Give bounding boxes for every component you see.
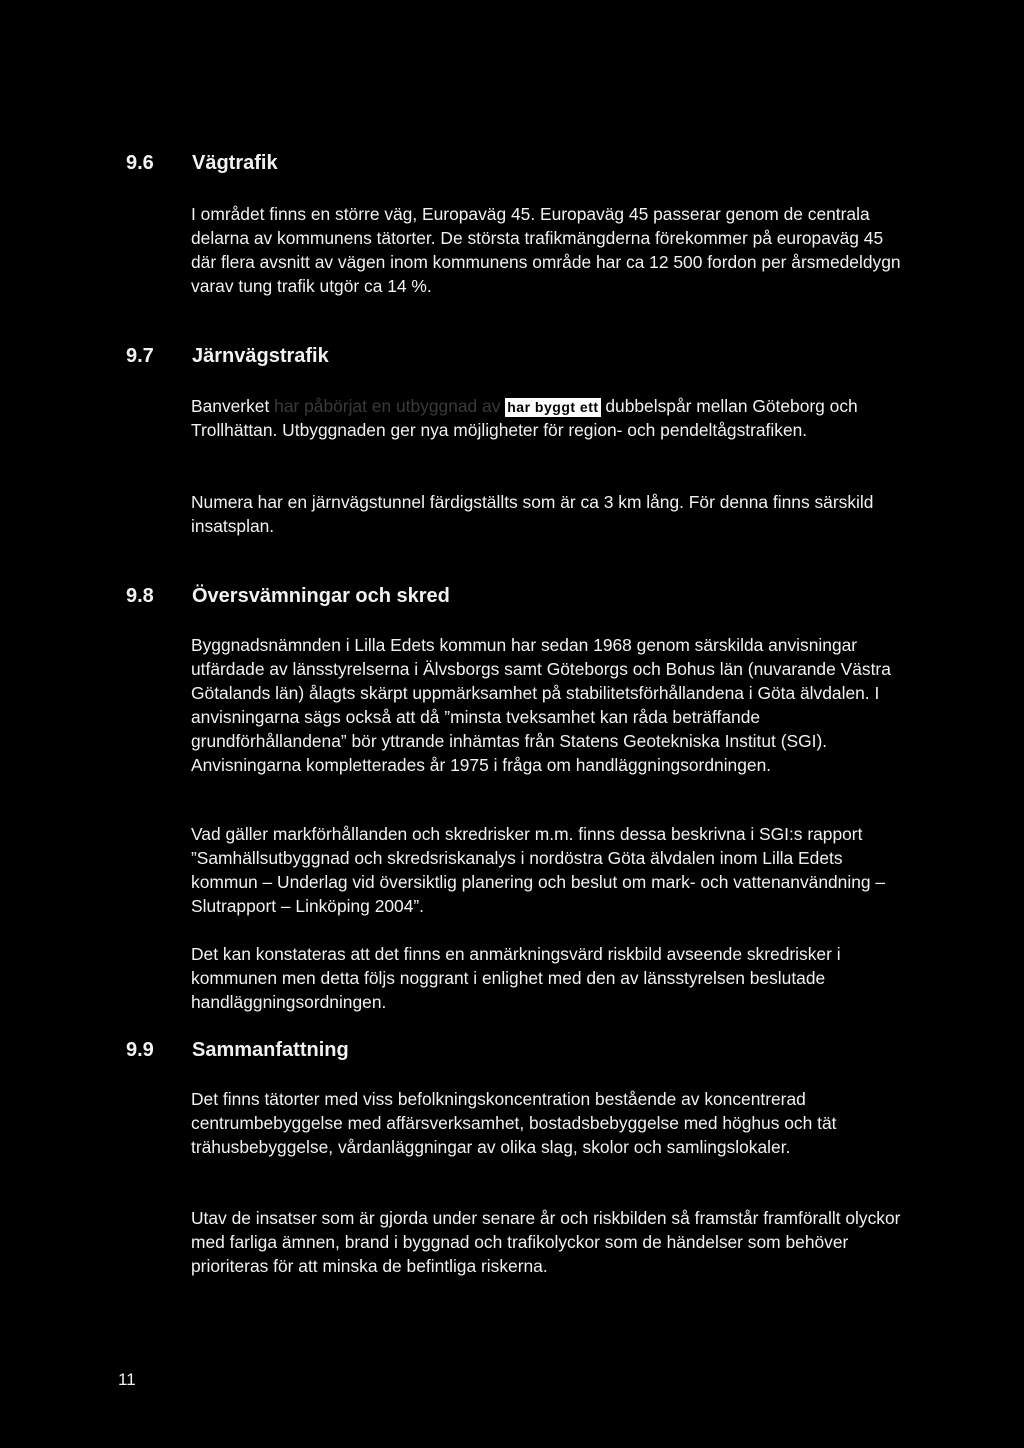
section-title: Översvämningar och skred — [192, 585, 450, 607]
section-title: Järnvägstrafik — [192, 345, 329, 367]
section-number: 9.7 — [126, 345, 154, 367]
paragraph: Vad gäller markförhållanden och skredrisker m.m. finns dessa beskrivna i SGI:s rapport ”Samhällsutbyggnad och skredsriskanalys i nordöstra Göta älvdalen inom Lilla Edets kommun – Underlag vid översiktlig planering och beslut om mark- och vattenanvändning – Slutrapport – Linköping 2004”. — [191, 824, 886, 916]
section-title: Vägtrafik — [192, 152, 278, 174]
text-end: dubbelspår mellan Göteborg och Trollhättan. Utbyggnaden ger nya möjligheter för region- och pendeltågstrafiken. — [191, 396, 858, 440]
overlay-text: har byggt ett — [507, 399, 599, 415]
paragraph: I området finns en större väg, Europaväg 45. Europaväg 45 passerar genom de centrala delarna av kommunens tätorter. De största trafikmängderna förekommer på europaväg 45 där flera avsnitt av vägen inom kommunens område har ca 12 500 fordon per årsmedeldygn varav tung trafik utgör ca 14 %. — [191, 204, 901, 296]
struck-text: har påbörjat en utbyggnad av — [274, 396, 501, 416]
section-number: 9.9 — [126, 1039, 154, 1061]
section-heading-9-7 — [126, 341, 329, 371]
text-start: Banverket — [191, 396, 270, 416]
paragraph: Det finns tätorter med viss befolkningskoncentration bestående av koncentrerad centrumbebyggelse med affärsverksamhet, bostadsbebyggelse med höghus och tät trähusbebyggelse, vårdanläggningar av olika slag, skolor och samlingslokaler. — [191, 1089, 837, 1157]
section-number: 9.8 — [126, 585, 154, 607]
section-heading-9-6 — [126, 148, 278, 178]
section-heading-9-8 — [126, 581, 450, 611]
section-title: Sammanfattning — [192, 1039, 349, 1061]
paragraph-railway — [191, 394, 911, 442]
paragraph: Byggnadsnämnden i Lilla Edets kommun har sedan 1968 genom särskilda anvisningar utfärdade av länsstyrelserna i Älvsborgs samt Göteborgs och Bohus län (nuvarande Västra Götalands län) ålagts skärpt uppmärksamhet på stabilitetsförhållandena i Göta älvdalen. I anvisningarna sägs också att då ”minsta tveksamhet kan råda beträffande grundförhållandena” bör yttrande inhämtas från Statens Geotekniska Institut (SGI). Anvisningarna kompletterades år 1975 i fråga om handläggningsordningen. — [191, 635, 891, 775]
section-number: 9.6 — [126, 152, 154, 174]
paragraph: Numera har en järnvägstunnel färdigställts som är ca 3 km lång. För denna finns särskild insatsplan. — [191, 492, 874, 536]
page-number: 11 — [118, 1370, 136, 1389]
paragraph: Det kan konstateras att det finns en anmärkningsvärd riskbild avseende skredrisker i kommunen men detta följs noggrant i enlighet med den av länsstyrelsen beslutade handläggningsordningen. — [191, 944, 841, 1012]
paragraph: Utav de insatser som är gjorda under senare år och riskbilden så framstår framförallt olyckor med farliga ämnen, brand i byggnad och trafikolyckor som de händelser som behöver prioriteras för att minska de befintliga riskerna. — [191, 1208, 901, 1276]
section-heading-9-9 — [126, 1035, 349, 1065]
